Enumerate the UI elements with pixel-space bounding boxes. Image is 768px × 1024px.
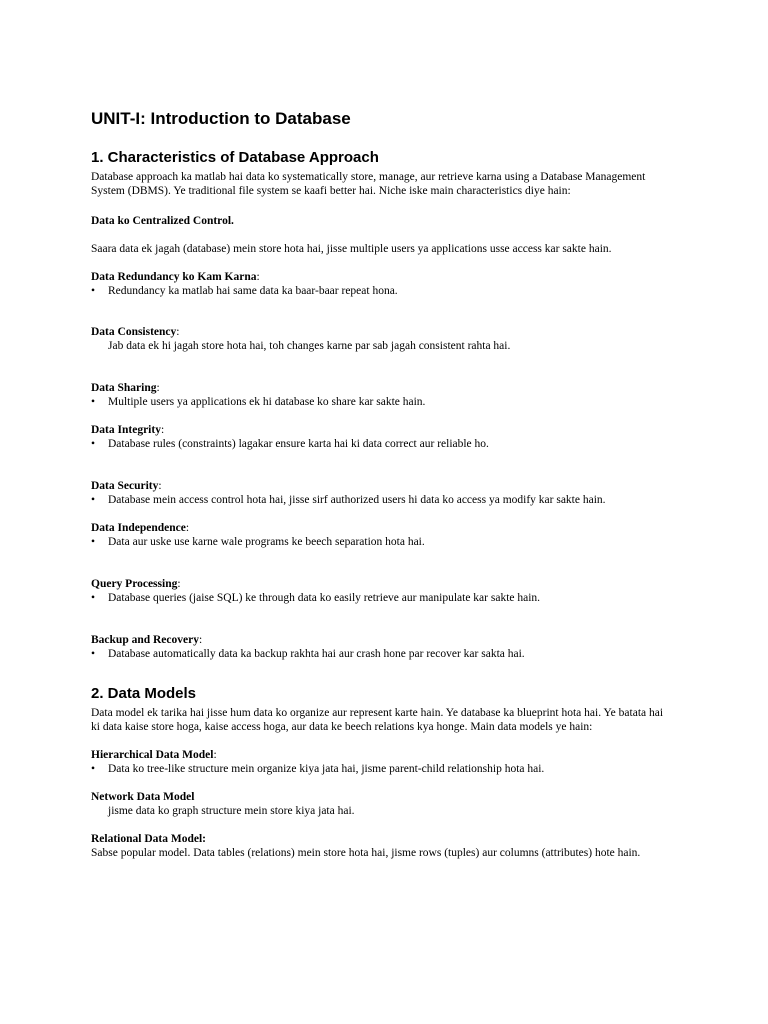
- item-label-consistency: Data Consistency:: [91, 326, 180, 338]
- item-label-text: Data Independence: [91, 522, 186, 534]
- item-label-network: [91, 790, 671, 804]
- item-label-text: Query Processing: [91, 578, 178, 590]
- item-label-backup: Backup and Recovery:: [91, 634, 203, 646]
- item-label-security: Data Security:: [91, 480, 162, 492]
- section-heading-characteristics: 1. Characteristics of Database Approach: [91, 149, 379, 166]
- page-title: UNIT-I: Introduction to Database: [91, 109, 351, 128]
- item-text-network: jisme data ko graph structure mein store kiya jata hai.: [108, 805, 355, 817]
- item-label-text: Data Integrity: [91, 424, 161, 436]
- bullet-sharing: • Multiple users ya applications ek hi database ko share kar sakte hain.: [91, 395, 671, 409]
- item-label-text: Hierarchical Data Model: [91, 749, 214, 761]
- item-label-hierarchical: Hierarchical Data Model:: [91, 749, 217, 761]
- item-label-text: Data Redundancy ko Kam Karna: [91, 271, 257, 283]
- item-label-text: Data ko Centralized Control.: [91, 215, 234, 227]
- item-label-text: Backup and Recovery: [91, 634, 199, 646]
- item-label-text: Data Consistency: [91, 326, 177, 338]
- item-label-text: Network Data Model: [91, 791, 195, 803]
- item-label-centralized: [91, 214, 671, 228]
- item-label-redundancy: Data Redundancy ko Kam Karna:: [91, 271, 260, 283]
- section-intro-characteristics: Database approach ka matlab hai data ko systematically store, manage, aur retrieve karna using a Database Management System (DBMS). Ye traditional file system se kaafi better hai. Niche iske main characteristics diye hain:: [91, 171, 646, 197]
- bullet-query: • Database queries (jaise SQL) ke through data ko easily retrieve aur manipulate kar sakte hain.: [91, 591, 671, 605]
- bullet-hierarchical: • Data ko tree-like structure mein organize kiya jata hai, jisme parent-child relationship hota hai.: [91, 762, 671, 776]
- bullet-security: • Database mein access control hota hai, jisse sirf authorized users hi data ko access ya modify kar sakte hain.: [91, 493, 671, 507]
- item-label-query: Query Processing:: [91, 578, 181, 590]
- item-label-text: Data Sharing: [91, 382, 157, 394]
- bullet-independence: • Data aur uske use karne wale programs ke beech separation hota hai.: [91, 535, 671, 549]
- item-text-centralized: Saara data ek jagah (database) mein store hota hai, jisse multiple users ya applications usse access kar sakte hain.: [91, 243, 612, 255]
- item-label-text: Relational Data Model:: [91, 833, 206, 845]
- item-text-relational: Sabse popular model. Data tables (relations) mein store hota hai, jisme rows (tuples) aur columns (attributes) hote hain.: [91, 847, 641, 859]
- item-label-integrity: Data Integrity:: [91, 424, 165, 436]
- item-label-independence: Data Independence:: [91, 522, 190, 534]
- item-text-consistency: Jab data ek hi jagah store hota hai, toh changes karne par sab jagah consistent rahta hai.: [108, 340, 511, 352]
- section-heading-data-models: 2. Data Models: [91, 685, 197, 702]
- item-label-text: Data Security: [91, 480, 159, 492]
- item-label-relational: [91, 832, 671, 846]
- document-page: [91, 108, 671, 860]
- bullet-backup: • Database automatically data ka backup rakhta hai aur crash hone par recover kar sakta hai.: [91, 647, 671, 661]
- bullet-integrity: • Database rules (constraints) lagakar ensure karta hai ki data correct aur reliable ho.: [91, 437, 671, 451]
- bullet-redundancy: • Redundancy ka matlab hai same data ka baar-baar repeat hona.: [91, 284, 671, 298]
- item-label-sharing: Data Sharing:: [91, 382, 160, 394]
- section-intro-data-models: Data model ek tarika hai jisse hum data ko organize aur represent karte hain. Ye database ka blueprint hota hai. Ye batata hai ki data kaise store hoga, kaise access hoga, aur data ke beech relations kya honge. Main data models ye hain:: [91, 707, 664, 733]
